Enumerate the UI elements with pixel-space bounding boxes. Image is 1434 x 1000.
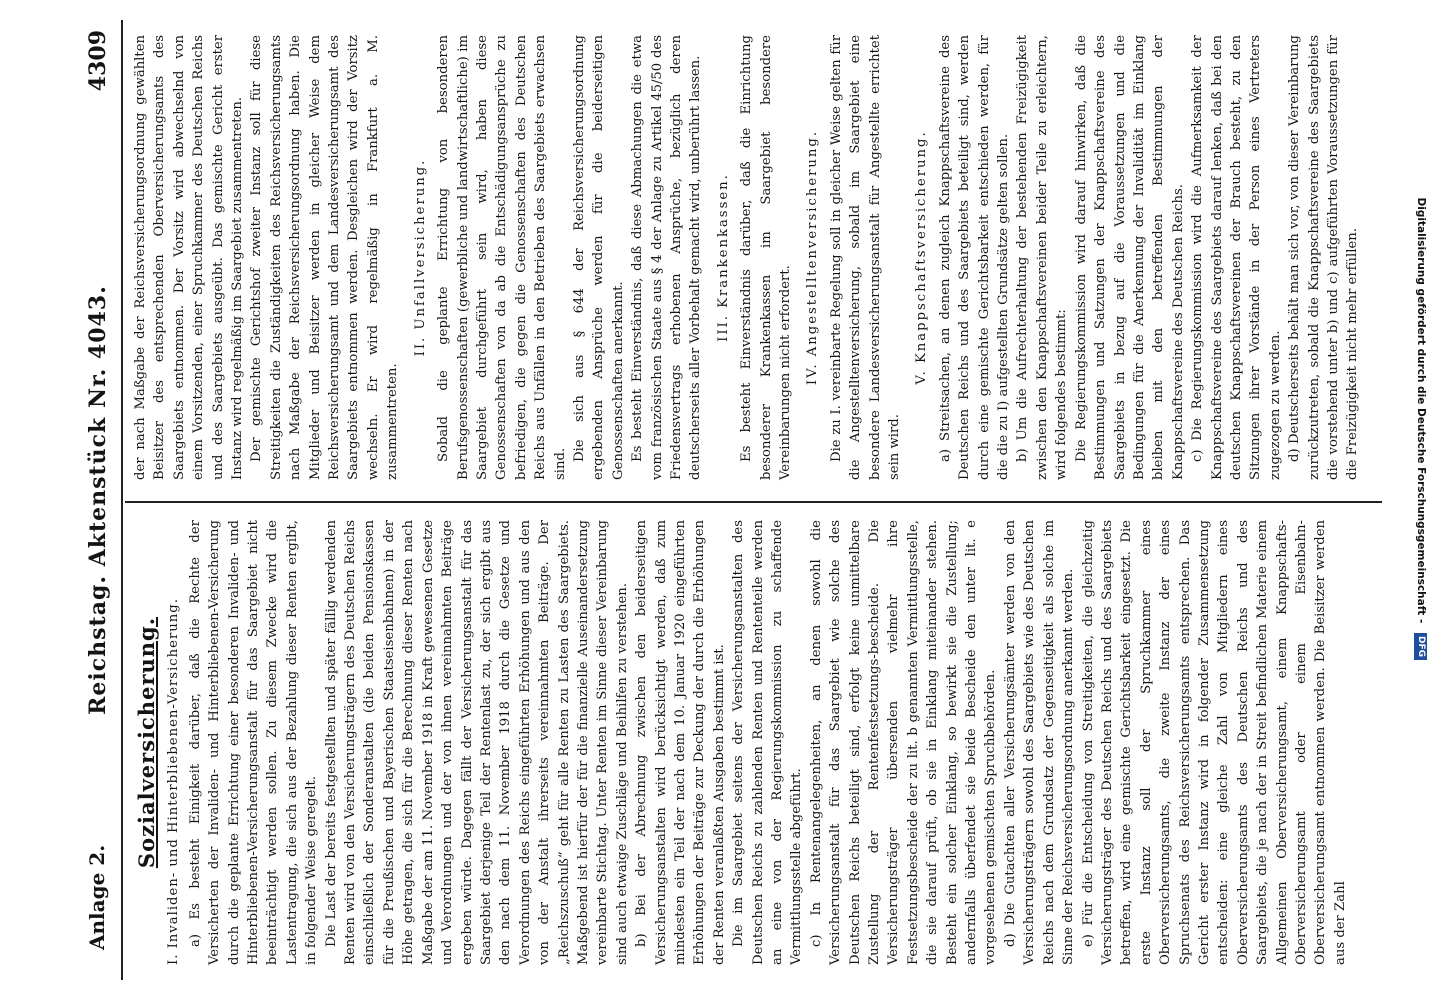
dfg-logo: DFG: [1415, 633, 1428, 660]
section-heading-iv: IV. Angestelltenversicherung.: [805, 129, 821, 386]
running-header: Reichstag. Aktenstück Nr. 4043.: [85, 285, 111, 715]
paragraph: b) Bei der Abrechnung zwischen den beiderseitigen Versicherungsanstalten wird berücksichtigt werden, daß zum mindesten ein Teil der nach dem 10. Januar 1920 eingeführten Erhöhungen der Beiträge zur Deckung der durch die Erhöhungen der Renten veranlaßten Ausgaben bestimmt ist.: [634, 520, 727, 965]
paragraph: Die sich aus § 644 der Reichsversicherungsordnung ergebenden Ansprüche werden für die beiderseitigen Genossenschaften anerkannt.: [571, 35, 626, 480]
paragraph: Es besteht Einverständnis, daß diese Abmachungen die etwa vom französischen Staate aus § 4 der Anlage zu Artikel 45/50 des Friedensvertrags erhobenen Ansprüche, bezüglich deren deutscherseits aller Vorbehalt gemacht wird, unberührt lassen.: [630, 35, 704, 480]
paragraph: c) Die Regierungskommission wird die Aufmerksamkeit der Knappschaftsvereine des Saargebiets darauf lenken, daß bei den deutschen Knappschaftsvereinen der Brauch besteht, zu den Sitzungen ihrer Vorstände in der Person eines Vertreters zugezogen zu werden.: [1190, 35, 1283, 480]
paragraph: a) Es besteht Einigkeit darüber, daß die Rechte der Versicherten der Invaliden- und Hinterbliebenen-Versicherung durch die geplante Errichtung einer besonderen Invaliden- und Hinterbliebenen-Versicherungsanstalt für das Saargebiet nicht beeinträchtigt werden sollen. Zu diesem Zwecke wird die Lastentragung, die sich aus der Bezahlung dieser Renten ergibt, in folgender Weise geregelt.: [187, 520, 320, 965]
left-column: [131, 520, 1350, 965]
page-number: 4309: [85, 30, 111, 92]
section-heading-v: V. Knappschaftsversicherung.: [914, 130, 930, 385]
annex-label: Anlage 2.: [85, 844, 109, 950]
section-heading-i: I. Invaliden- und Hinterbliebenen-Versicherung.: [166, 598, 182, 965]
paragraph: Die im Saargebiet seitens der Versicherungsanstalten des Deutschen Reichs zu zahlenden Renten und Rententeile werden an eine von der Regierungskommission zu schaffende Vermittlungsstelle abgeführt.: [731, 520, 805, 965]
header-rule: [121, 20, 123, 980]
paragraph: Sobald die geplante Errichtung von besonderen Berufsgenossenschaften (gewerbliche und landwirtschaftliche) im Saargebiet durchgeführt sein wird, haben diese Genossenschaften von da ab die Entschädigungsansprüche zu befriedigen, die gegen die Genossenschaften des Deutschen Reichs aus Unfällen in den Betrieben des Saargebiets erwachsen sind.: [436, 35, 568, 480]
paragraph: e) Für die Entscheidung von Streitigkeiten, die gleichzeitig Versicherungsträger des Deutschen Reichs und des Saargebiets betreffen, wird eine gemischte Gerichtsbarkeit eingesetzt. Die erste Instanz soll der Spruchkammer eines Oberversicherungsamts, die zweite Instanz der eines Spruchsenats des Reichsversicherungsamts entsprechen. Das Gericht erster Instanz wird in folgender Zusammensetzung entscheiden: eine gleiche Zahl von Mitgliedern eines Oberversicherungsamts des Deutschen Reichs und des Saargebiets, die je nach der in Streit befindlichen Materie einem Allgemeinen Oberversicherungsamt, einem Knappschafts-Oberversicherungsamt oder einem Eisenbahn-Oberversicherungsamt entnommen werden. Die Beisitzer werden aus der Zahl: [1080, 520, 1348, 965]
paragraph: d) Die Gutachten aller Versicherungsämter werden von den Versicherungsträgern sowohl des Saargebiets wie des Deutschen Reichs nach dem Grundsatz der Gegenseitigkeit als solche im Sinne der Reichsversicherungsordnung anerkannt werden.: [1002, 520, 1077, 965]
document-title: Sozialversicherung.: [134, 616, 159, 869]
section-heading-iii: III. Krankenkassen.: [715, 173, 731, 342]
paragraph: Die Regierungskommission wird darauf hinwirken, daß die Bestimmungen und Satzungen der Knappschaftsvereine des Saargebiets in bezug auf die Voraussetzungen und die Bedingungen für die Anerkennung der Invalidität im Einklang bleiben mit den betreffenden Bestimmungen der Knappschaftsvereine des Deutschen Reichs.: [1073, 35, 1186, 480]
paragraph: a) Streitsachen, an denen zugleich Knappschaftsvereine des Deutschen Reichs und des Saargebiets beteiligt sind, werden durch eine gemischte Gerichtsbarkeit entschieden werden, für die die zu I) aufgestellten Grundsätze gelten sollen.: [937, 35, 1012, 480]
column-divider: [125, 501, 1382, 503]
right-column: [131, 35, 1363, 480]
rotated-document-page: [77, 0, 1392, 1000]
paragraph: Die zu I. vereinbarte Regelung soll in gleicher Weise gelten für die Angestelltenversicherung, sobald im Saargebiet eine besondere Landesversicherungsanstalt für Angestellte errichtet sein wird.: [828, 35, 903, 480]
section-heading-ii: II. Unfallversicherung.: [412, 158, 428, 357]
paragraph: b) Um die Aufrechterhaltung der bestehenden Freizügigkeit zwischen den Knappschaftsvereinen beider Teile zu erleichtern, wird folgendes bestimmt:: [1015, 35, 1070, 480]
paragraph: Die Last der bereits festgestellten und später fällig werdenden Renten wird von den Versicherungsträgern des Deutschen Reichs einschließlich der Sonderanstalten (die beiden Pensionskassen für die Preußischen und Bayerischen Staatseisenbahnen) in der Höhe getragen, die sich für die Berechnung dieser Renten nach Maßgabe der am 11. November 1918 in Kraft gewesenen Gesetze und Verordnungen und der von ihnen vereinnahmten Beiträge ergeben würde. Dagegen fällt der Versicherungsanstalt für das Saargebiet derjenige Teil der Rentenlast zu, der sich ergibt aus den nach dem 11. November 1918 durch die Gesetze und Verordnungen des Reichs eingeführten Erhöhungen und aus den von der Anstalt ihrerseits vereinnahmten Beiträge. Der „Reichszuschuß“ geht für alle Renten zu Lasten des Saargebiets. Maßgebend ist hierfür der für die finanzielle Auseinandersetzung vereinbarte Stichtag. Unter Renten im Sinne dieser Vereinbarung sind auch etwaige Zuschläge und Beihilfen zu verstehen.: [323, 520, 630, 965]
paragraph: Der gemischte Gerichtshof zweiter Instanz soll für diese Streitigkeiten die Zuständigkeiten des Reichsversicherungsamts nach Maßgabe der Reichsversicherungsordnung haben. Die Mitglieder und Beisitzer werden in gleicher Weise dem Reichsversicherungsamt und dem Landesversicherungsamt des Saargebiets entnommen werden. Desgleichen wird der Vorsitz wechseln. Er wird regelmäßig in Frankfurt a. M. zusammentreten.: [249, 35, 401, 480]
paragraph: c) In Rentenangelegenheiten, an denen sowohl die Versicherungsanstalt für das Saargebiet wie solche des Deutschen Reichs beteiligt sind, erfolgt keine unmittelbare Zustellung der Rentenfestsetzungs-bescheide. Die Versicherungsträger übersenden vielmehr ihre Festsetzungsbescheide der zu lit. b genannten Vermittlungsstelle, die sie darauf prüft, ob sie in Einklang miteinander stehen. Besteht ein solcher Einklang, so bewirkt sie die Zustellung; andernfalls überfendet sie beide Bescheide den unter lit. e vorgesehenen gemischten Spruchbehörden.: [808, 520, 999, 965]
paragraph: Es besteht Einverständnis darüber, daß die Einrichtung besonderer Krankenkassen im Saargebiet besondere Vereinbarungen nicht erfordert.: [739, 35, 793, 480]
paragraph: der nach Maßgabe der Reichsversicherungsordnung gewählten Beisitzer des entsprechenden Oberversicherungsamts des Saargebiets entnommen. Der Vorsitz wird abwechselnd von einem Vorsitzenden, einer Spruchkammer des Deutschen Reichs und des Saargebiets ausgeübt. Das gemischte Gericht erster Instanz wird regelmäßig im Saargebiet zusammentreten.: [133, 35, 246, 480]
paragraph: d) Deutscherseits behält man sich vor, von dieser Vereinbarung zurückzutreten, sobald die Knappschaftsvereine des Saargebiets die vorstehend unter b) und c) aufgeführten Voraussetzungen für die Freizügigkeit nicht mehr erfüllen.: [1287, 35, 1361, 480]
digitization-credit: [1410, 10, 1432, 660]
digitization-credit-text: Digitalisierung gefördert durch die Deutsche Forschungsgemeinschaft -: [1415, 197, 1427, 624]
